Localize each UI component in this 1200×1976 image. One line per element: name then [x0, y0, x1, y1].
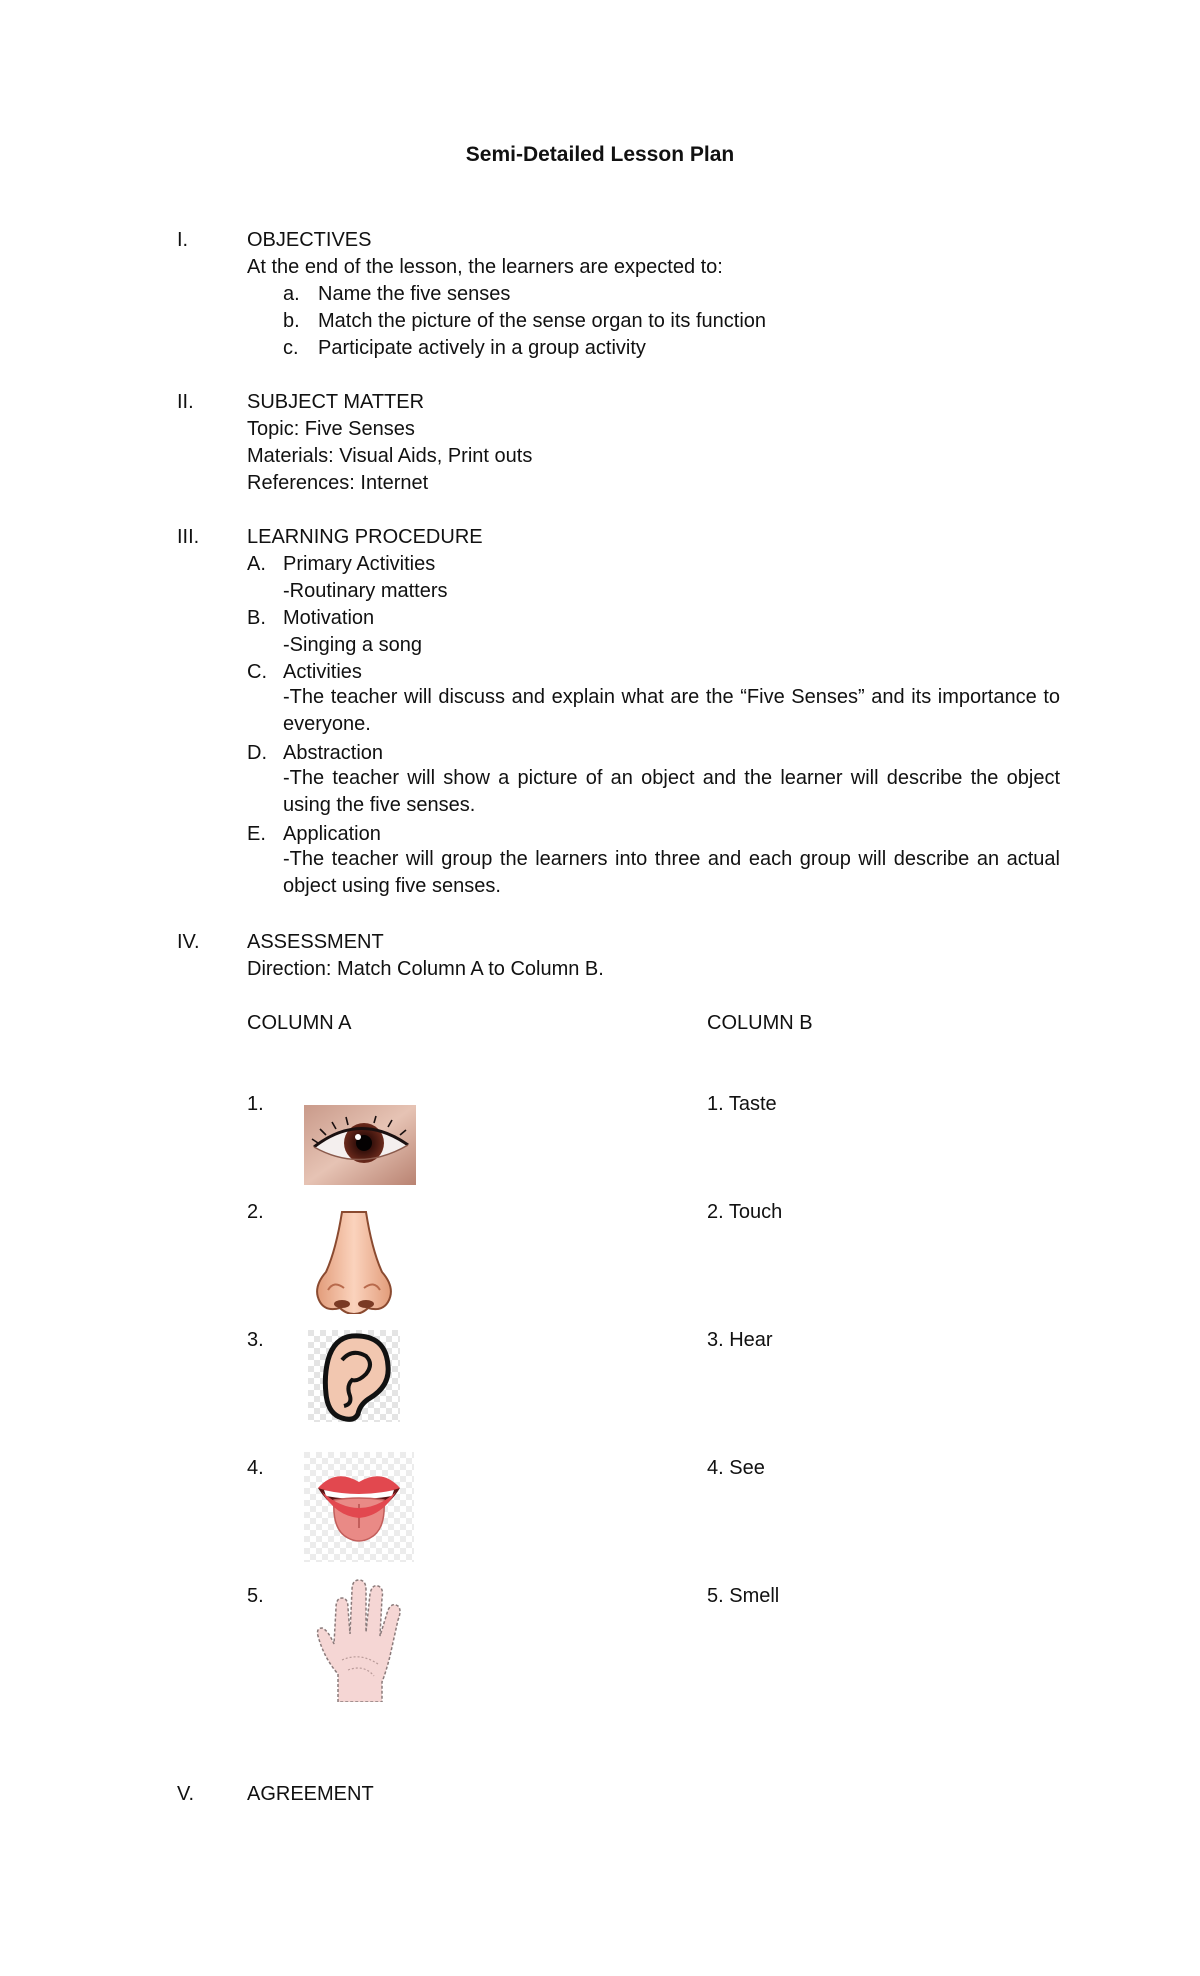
assessment-direction: Direction: Match Column A to Column B.	[247, 958, 604, 980]
column-b-item: 5. Smell	[707, 1585, 780, 1607]
procedure-step-detail: -The teacher will group the learners into three and each group will describe an actual object using five senses.	[283, 848, 1060, 897]
column-b-item: 4. See	[707, 1457, 765, 1479]
procedure-step-detail: -The teacher will discuss and explain what are the “Five Senses” and its importance to everyone.	[283, 686, 1060, 735]
objective-letter: b.	[283, 310, 300, 332]
page-title: Semi-Detailed Lesson Plan	[465, 143, 735, 166]
objective-letter: c.	[283, 337, 299, 359]
procedure-step-label: Application	[283, 823, 381, 845]
section-numeral-procedure: III.	[177, 526, 200, 548]
section-numeral-subject-matter: II.	[177, 391, 194, 413]
procedure-step-label: Motivation	[283, 607, 375, 629]
column-b-item: 2. Touch	[707, 1201, 783, 1223]
subject-references: References: Internet	[247, 472, 429, 494]
procedure-step-label: Activities	[283, 661, 362, 683]
column-b-item: 3. Hear	[707, 1329, 773, 1351]
procedure-step-detail: -Routinary matters	[283, 580, 448, 602]
objective-letter: a.	[283, 283, 300, 305]
column-a-number: 3.	[247, 1329, 264, 1351]
procedure-step-letter: E.	[247, 823, 266, 845]
hand-icon	[312, 1578, 408, 1702]
column-b-item: 1. Taste	[707, 1093, 777, 1115]
procedure-step-detail: -Singing a song	[283, 634, 422, 656]
mouth-tongue-icon	[304, 1452, 414, 1562]
objectives-intro: At the end of the lesson, the learners are expected to:	[247, 256, 723, 278]
section-heading-agreement: AGREEMENT	[247, 1783, 374, 1805]
subject-materials: Materials: Visual Aids, Print outs	[247, 445, 533, 467]
procedure-step-letter: B.	[247, 607, 266, 629]
section-numeral-assessment: IV.	[177, 931, 200, 953]
column-a-header: COLUMN A	[247, 1012, 352, 1034]
objective-item: Participate actively in a group activity	[318, 337, 646, 359]
procedure-step-letter: A.	[247, 553, 266, 575]
column-a-number: 2.	[247, 1201, 264, 1223]
procedure-step-label: Primary Activities	[283, 553, 436, 575]
column-b-header: COLUMN B	[707, 1012, 813, 1034]
procedure-step-label: Abstraction	[283, 742, 384, 764]
procedure-step-letter: C.	[247, 661, 267, 683]
eye-icon	[304, 1105, 416, 1185]
subject-topic: Topic: Five Senses	[247, 418, 415, 440]
section-heading-procedure: LEARNING PROCEDURE	[247, 526, 483, 548]
objective-item: Match the picture of the sense organ to its function	[318, 310, 767, 332]
procedure-step-letter: D.	[247, 742, 267, 764]
section-heading-objectives: OBJECTIVES	[247, 229, 372, 251]
column-a-number: 1.	[247, 1093, 264, 1115]
procedure-step-detail: -The teacher will show a picture of an object and the learner will describe the object using the five senses.	[283, 767, 1060, 816]
column-a-number: 4.	[247, 1457, 264, 1479]
objective-item: Name the five senses	[318, 283, 511, 305]
section-numeral-agreement: V.	[177, 1783, 195, 1805]
section-heading-subject-matter: SUBJECT MATTER	[247, 391, 425, 413]
column-a-number: 5.	[247, 1585, 264, 1607]
ear-icon	[308, 1330, 400, 1422]
section-numeral-objectives: I.	[177, 229, 189, 251]
section-heading-assessment: ASSESSMENT	[247, 931, 384, 953]
nose-icon	[312, 1210, 396, 1314]
